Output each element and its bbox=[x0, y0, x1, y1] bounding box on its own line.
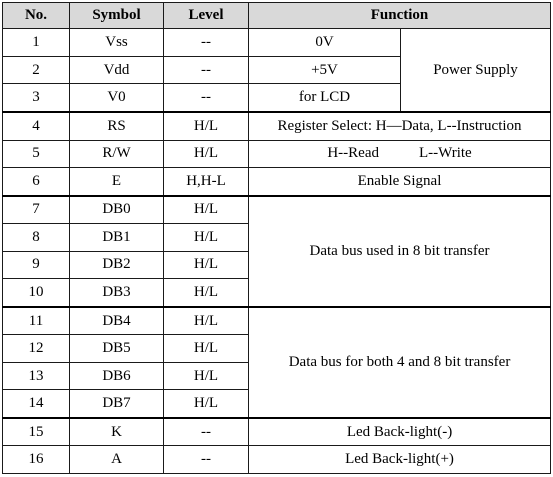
pin-number: 3 bbox=[3, 84, 70, 112]
pin-level: H/L bbox=[164, 390, 249, 418]
pin-level: -- bbox=[164, 56, 249, 84]
pin-number: 14 bbox=[3, 390, 70, 418]
table-row bbox=[3, 307, 551, 335]
pin-symbol: RS bbox=[70, 112, 164, 140]
pin-function: +5V bbox=[249, 56, 401, 84]
pin-symbol: E bbox=[70, 168, 164, 196]
pin-level: H,H-L bbox=[164, 168, 249, 196]
pin-function: Enable Signal bbox=[249, 168, 551, 196]
pin-symbol: R/W bbox=[70, 140, 164, 168]
table-row bbox=[3, 112, 551, 140]
pin-function bbox=[249, 140, 551, 168]
table-row bbox=[3, 418, 551, 446]
function-write: L--Write bbox=[418, 145, 472, 162]
pin-number: 7 bbox=[3, 196, 70, 224]
pin-function: Register Select: H—Data, L--Instruction bbox=[249, 112, 551, 140]
pin-number: 5 bbox=[3, 140, 70, 168]
header-row bbox=[3, 3, 551, 29]
pin-number: 11 bbox=[3, 307, 70, 335]
pin-number: 6 bbox=[3, 168, 70, 196]
pin-level: H/L bbox=[164, 279, 249, 307]
pin-symbol: DB4 bbox=[70, 307, 164, 335]
pin-level: -- bbox=[164, 29, 249, 57]
pin-level: H/L bbox=[164, 251, 249, 279]
pin-number: 4 bbox=[3, 112, 70, 140]
pin-level: -- bbox=[164, 446, 249, 474]
pin-symbol: Vss bbox=[70, 29, 164, 57]
pin-symbol: DB5 bbox=[70, 335, 164, 363]
pin-function-table bbox=[2, 2, 551, 474]
table-row bbox=[3, 168, 551, 196]
pin-number: 10 bbox=[3, 279, 70, 307]
pin-number: 2 bbox=[3, 56, 70, 84]
pin-number: 9 bbox=[3, 251, 70, 279]
pin-level: H/L bbox=[164, 307, 249, 335]
header-function: Function bbox=[249, 3, 551, 29]
group-power-supply: Power Supply bbox=[401, 29, 551, 112]
pin-symbol: DB2 bbox=[70, 251, 164, 279]
table-row bbox=[3, 446, 551, 474]
table-row bbox=[3, 29, 551, 57]
table-row bbox=[3, 196, 551, 224]
pin-symbol: Vdd bbox=[70, 56, 164, 84]
pin-number: 8 bbox=[3, 224, 70, 252]
pin-level: H/L bbox=[164, 140, 249, 168]
header-level: Level bbox=[164, 3, 249, 29]
pin-level: -- bbox=[164, 418, 249, 446]
pin-function: Led Back-light(-) bbox=[249, 418, 551, 446]
pin-number: 15 bbox=[3, 418, 70, 446]
header-symbol: Symbol bbox=[70, 3, 164, 29]
pin-symbol: K bbox=[70, 418, 164, 446]
pin-function: 0V bbox=[249, 29, 401, 57]
pin-symbol: A bbox=[70, 446, 164, 474]
pin-number: 16 bbox=[3, 446, 70, 474]
pin-symbol: DB1 bbox=[70, 224, 164, 252]
pin-number: 1 bbox=[3, 29, 70, 57]
pin-level: H/L bbox=[164, 335, 249, 363]
pin-function: Led Back-light(+) bbox=[249, 446, 551, 474]
pin-level: H/L bbox=[164, 112, 249, 140]
pin-level: H/L bbox=[164, 362, 249, 390]
pin-function: for LCD bbox=[249, 84, 401, 112]
header-no: No. bbox=[3, 3, 70, 29]
function-read: H--Read bbox=[327, 145, 379, 162]
pin-symbol: DB6 bbox=[70, 362, 164, 390]
pin-level: H/L bbox=[164, 224, 249, 252]
table-row bbox=[3, 140, 551, 168]
pin-symbol: DB0 bbox=[70, 196, 164, 224]
pin-level: H/L bbox=[164, 196, 249, 224]
pin-level: -- bbox=[164, 84, 249, 112]
pin-number: 12 bbox=[3, 335, 70, 363]
pin-number: 13 bbox=[3, 362, 70, 390]
pin-symbol: V0 bbox=[70, 84, 164, 112]
group-data-bus-8bit: Data bus used in 8 bit transfer bbox=[249, 196, 551, 307]
pin-symbol: DB3 bbox=[70, 279, 164, 307]
pin-symbol: DB7 bbox=[70, 390, 164, 418]
group-data-bus-4-8bit: Data bus for both 4 and 8 bit transfer bbox=[249, 307, 551, 418]
